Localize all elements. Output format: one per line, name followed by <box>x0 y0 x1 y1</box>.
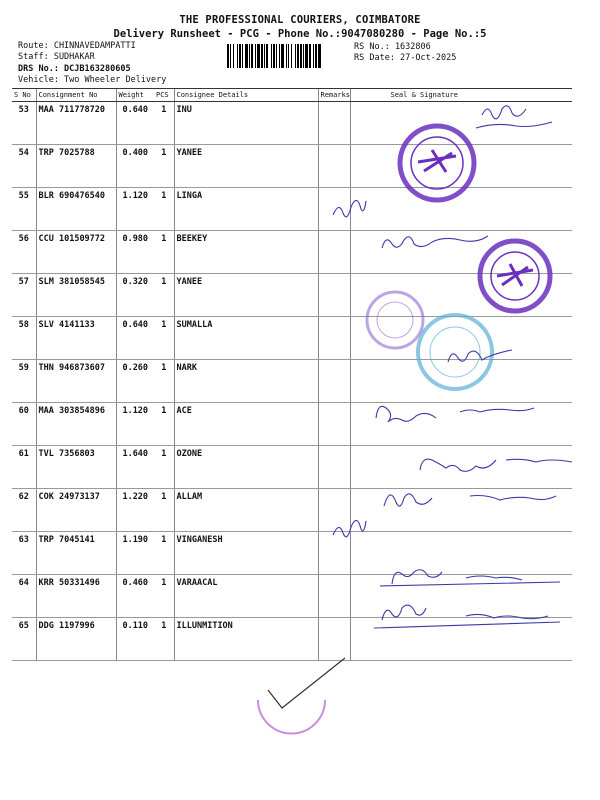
row-sno: 58 <box>12 317 36 360</box>
courier-stamp <box>400 126 474 200</box>
row-weight: 1.190 <box>116 532 154 575</box>
courier-stamp <box>258 700 325 733</box>
row-consignment-no: TVL 7356803 <box>36 446 116 489</box>
col-consignment: Consignment No <box>36 89 116 102</box>
row-pcs: 1 <box>154 231 174 274</box>
row-weight: 0.460 <box>116 575 154 618</box>
row-consignee: BEEKEY <box>174 231 318 274</box>
row-sno: 64 <box>12 575 36 618</box>
row-weight: 1.120 <box>116 188 154 231</box>
row-pcs: 1 <box>154 274 174 317</box>
row-consignee: NARK <box>174 360 318 403</box>
drs-number: DRS No.: DCJB163280605 <box>18 64 131 74</box>
row-consignment-no: MAA 303854896 <box>36 403 116 446</box>
row-pcs: 1 <box>154 532 174 575</box>
remarks-initials <box>333 520 366 536</box>
row-sno: 65 <box>12 618 36 661</box>
col-weight: Weight <box>116 89 154 102</box>
remarks-initials <box>333 200 366 216</box>
row-consignee: SUMALLA <box>174 317 318 360</box>
row-sno: 60 <box>12 403 36 446</box>
row-weight: 0.320 <box>116 274 154 317</box>
row-sno: 54 <box>12 145 36 188</box>
row-consignee: ACE <box>174 403 318 446</box>
row-pcs: 1 <box>154 317 174 360</box>
check-mark-icon <box>268 658 345 708</box>
route-text: Route: CHINNAVEDAMPATTI <box>18 41 136 51</box>
col-pcs: PCS <box>154 89 174 102</box>
row-weight: 1.640 <box>116 446 154 489</box>
row-pcs: 1 <box>154 102 174 145</box>
rs-date: RS Date: 27-Oct-2025 <box>354 53 457 63</box>
row-weight: 0.400 <box>116 145 154 188</box>
row-consignee: YANEE <box>174 274 318 317</box>
row-pcs: 1 <box>154 618 174 661</box>
row-sno: 59 <box>12 360 36 403</box>
runsheet-subtitle: Delivery Runsheet - PCG - Phone No.:9047080280 - Page No.:5 <box>113 28 487 40</box>
row-sno: 56 <box>12 231 36 274</box>
signature <box>384 494 556 506</box>
row-consignment-no: TRP 7025788 <box>36 145 116 188</box>
row-pcs: 1 <box>154 145 174 188</box>
row-consignment-no: CCU 101509772 <box>36 231 116 274</box>
courier-stamp <box>367 292 423 348</box>
row-weight: 1.220 <box>116 489 154 532</box>
row-consignment-no: KRR 50331496 <box>36 575 116 618</box>
row-consignment-no: SLM 381058545 <box>36 274 116 317</box>
row-consignment-no: SLV 4141133 <box>36 317 116 360</box>
staff-text: Staff: SUDHAKAR <box>18 52 95 62</box>
courier-stamp <box>418 315 492 389</box>
row-consignee: INU <box>174 102 318 145</box>
col-sno: S No <box>12 89 36 102</box>
row-pcs: 1 <box>154 403 174 446</box>
row-consignee: ALLAM <box>174 489 318 532</box>
row-weight: 0.260 <box>116 360 154 403</box>
company-title: THE PROFESSIONAL COURIERS, COIMBATORE <box>179 14 421 26</box>
rs-number: RS No.: 1632806 <box>354 42 431 52</box>
row-sno: 61 <box>12 446 36 489</box>
row-sno: 53 <box>12 102 36 145</box>
signature <box>374 605 560 628</box>
col-remarks: Remarks <box>318 89 350 102</box>
signature <box>376 406 534 422</box>
row-consignment-no: MAA 711778720 <box>36 102 116 145</box>
row-consignee: VARAACAL <box>174 575 318 618</box>
row-pcs: 1 <box>154 188 174 231</box>
row-sno: 62 <box>12 489 36 532</box>
row-consignee: YANEE <box>174 145 318 188</box>
row-weight: 1.120 <box>116 403 154 446</box>
row-pcs: 1 <box>154 575 174 618</box>
row-consignment-no: TRP 7045141 <box>36 532 116 575</box>
row-consignee: VINGANESH <box>174 532 318 575</box>
row-consignment-no: BLR 690476540 <box>36 188 116 231</box>
row-consignment-no: DDG 1197996 <box>36 618 116 661</box>
signature <box>420 459 572 471</box>
row-weight: 0.640 <box>116 317 154 360</box>
col-consignee: Consignee Details <box>174 89 318 102</box>
row-consignee: OZONE <box>174 446 318 489</box>
vehicle-text: Vehicle: Two Wheeler Delivery <box>18 75 167 85</box>
row-sno: 57 <box>12 274 36 317</box>
row-sno: 55 <box>12 188 36 231</box>
row-consignee: LINGA <box>174 188 318 231</box>
row-weight: 0.640 <box>116 102 154 145</box>
row-weight: 0.980 <box>116 231 154 274</box>
courier-stamp <box>480 241 550 311</box>
row-pcs: 1 <box>154 360 174 403</box>
row-consignee: ILLUNMITION <box>174 618 318 661</box>
signature <box>380 570 560 586</box>
row-sno: 63 <box>12 532 36 575</box>
row-pcs: 1 <box>154 446 174 489</box>
signature <box>382 236 488 248</box>
row-consignment-no: THN 946873607 <box>36 360 116 403</box>
row-consignment-no: COK 24973137 <box>36 489 116 532</box>
row-pcs: 1 <box>154 489 174 532</box>
col-seal-signature: Seal & Signature <box>350 89 572 102</box>
row-weight: 0.110 <box>116 618 154 661</box>
signature <box>476 106 552 128</box>
